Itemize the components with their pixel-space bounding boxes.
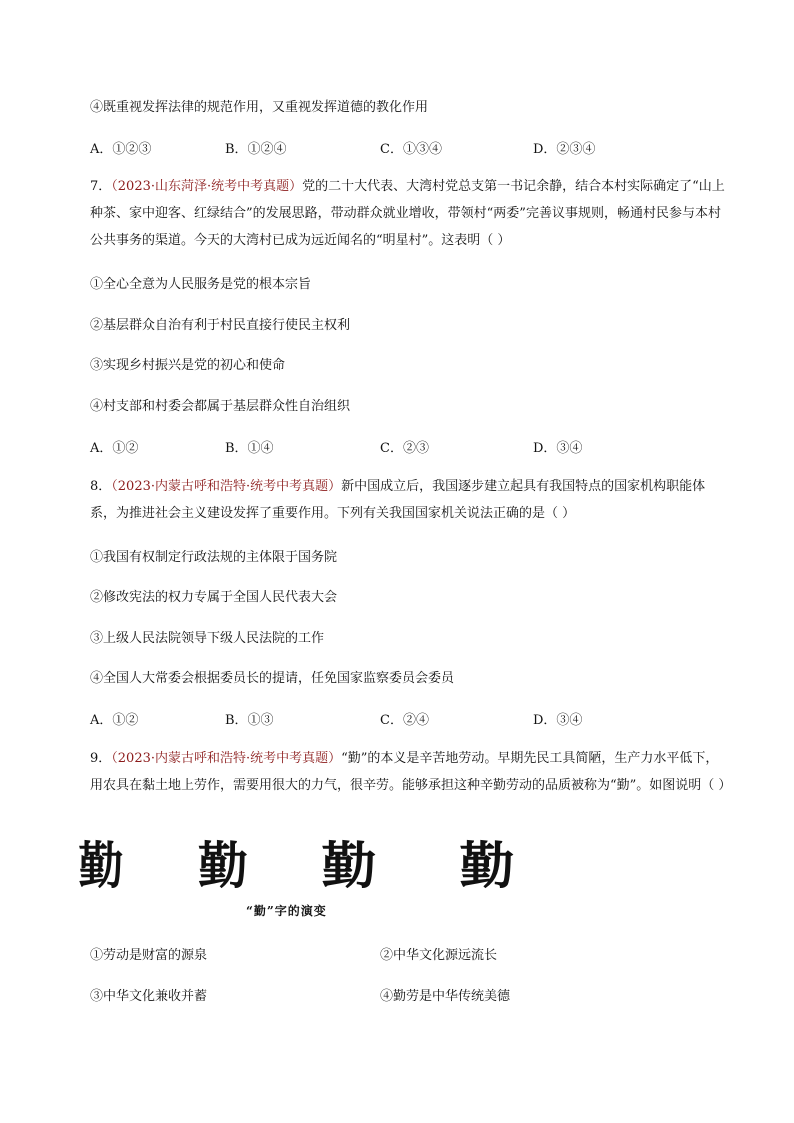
- q7-number: 7．: [90, 179, 112, 194]
- q9-item-2: ②中华文化源远流长: [380, 948, 498, 963]
- q9-item-1: ①劳动是财富的源泉: [90, 948, 208, 963]
- q9-number: 9．: [90, 751, 112, 766]
- q7-option-b[interactable]: B．①④: [225, 441, 274, 456]
- q7-option-c[interactable]: C．②③: [380, 441, 429, 456]
- q6-item-4: ④既重视发挥法律的规范作用，又重视发挥道德的教化作用: [90, 100, 429, 115]
- qin-glyph-clerical-script: 勤: [198, 836, 248, 895]
- q8-item-3: ③上级人民法院领导下级人民法院的工作: [90, 631, 325, 646]
- q8-item-2: ②修改宪法的权力专属于全国人民代表大会: [90, 590, 338, 605]
- question-8: [90, 473, 730, 527]
- q6-option-c[interactable]: C．①③④: [380, 142, 442, 157]
- q7-item-2: ②基层群众自治有利于村民直接行使民主权利: [90, 318, 351, 333]
- q8-item-4: ④全国人大常委会根据委员长的提请，任免国家监察委员会委员: [90, 671, 455, 686]
- qin-character-evolution-figure: [70, 836, 550, 906]
- q6-option-d[interactable]: D．②③④: [533, 142, 596, 157]
- q7-item-4: ④村支部和村委会都属于基层群众性自治组织: [90, 399, 351, 414]
- qin-glyph-seal-script: 勤: [78, 836, 124, 895]
- qin-glyph-regular-script: 勤: [321, 837, 377, 895]
- q8-item-1: ①我国有权制定行政法规的主体限于国务院: [90, 550, 338, 565]
- q8-source: （2023·内蒙古呼和浩特·统考中考真题）: [111, 479, 342, 494]
- q7-item-1: ①全心全意为人民服务是党的根本宗旨: [90, 277, 312, 292]
- q9-item-4: ④勤劳是中华传统美德: [380, 989, 511, 1004]
- q8-stem: 新中国成立后，我国逐步建立起具有我国特点的国家机构职能体系，为推进社会主义建设发挥了重要作用。下列有关我国国家机关说法正确的是（ ）: [90, 479, 706, 521]
- q7-option-d[interactable]: D．③④: [533, 441, 583, 456]
- q8-number: 8．: [90, 479, 112, 494]
- q7-item-3: ③实现乡村振兴是党的初心和使命: [90, 358, 286, 373]
- q9-source: （2023·内蒙古呼和浩特·统考中考真题）: [111, 751, 342, 766]
- q7-source: （2023·山东菏泽·统考中考真题）: [111, 179, 303, 194]
- q7-option-a[interactable]: A．①②: [90, 441, 139, 456]
- question-7: [90, 173, 730, 254]
- q8-option-b[interactable]: B．①③: [225, 713, 274, 728]
- q8-option-a[interactable]: A．①②: [90, 713, 139, 728]
- question-9: [90, 745, 730, 799]
- q8-option-c[interactable]: C．②④: [380, 713, 429, 728]
- q7-stem: 党的二十大代表、大湾村党总支第一书记余静，结合本村实际确定了“山上种茶、家中迎客、红绿结合”的发展思路，带动群众就业增收，带领村“两委”完善议事规则，畅通村民参与本村公共事务的渠道。今天的大湾村已成为远近闻名的“明星村”。这表明（ ）: [90, 179, 725, 248]
- q6-option-b[interactable]: B．①②④: [225, 142, 287, 157]
- q8-option-d[interactable]: D．③④: [533, 713, 583, 728]
- figure-caption: “勤”字的演变: [246, 904, 327, 918]
- q6-option-a[interactable]: A．①②③: [90, 142, 152, 157]
- qin-glyph-modern-script: 勤: [459, 837, 515, 895]
- q9-stem: “勤”的本义是辛苦地劳动。早期先民工具简陋，生产力水平低下，用农具在黏土地上劳作，需要用很大的力气，很辛劳。能够承担这种辛勤劳动的品质被称为“勤”。如图说明（ ）: [90, 751, 732, 793]
- q9-item-3: ③中华文化兼收并蓄: [90, 989, 208, 1004]
